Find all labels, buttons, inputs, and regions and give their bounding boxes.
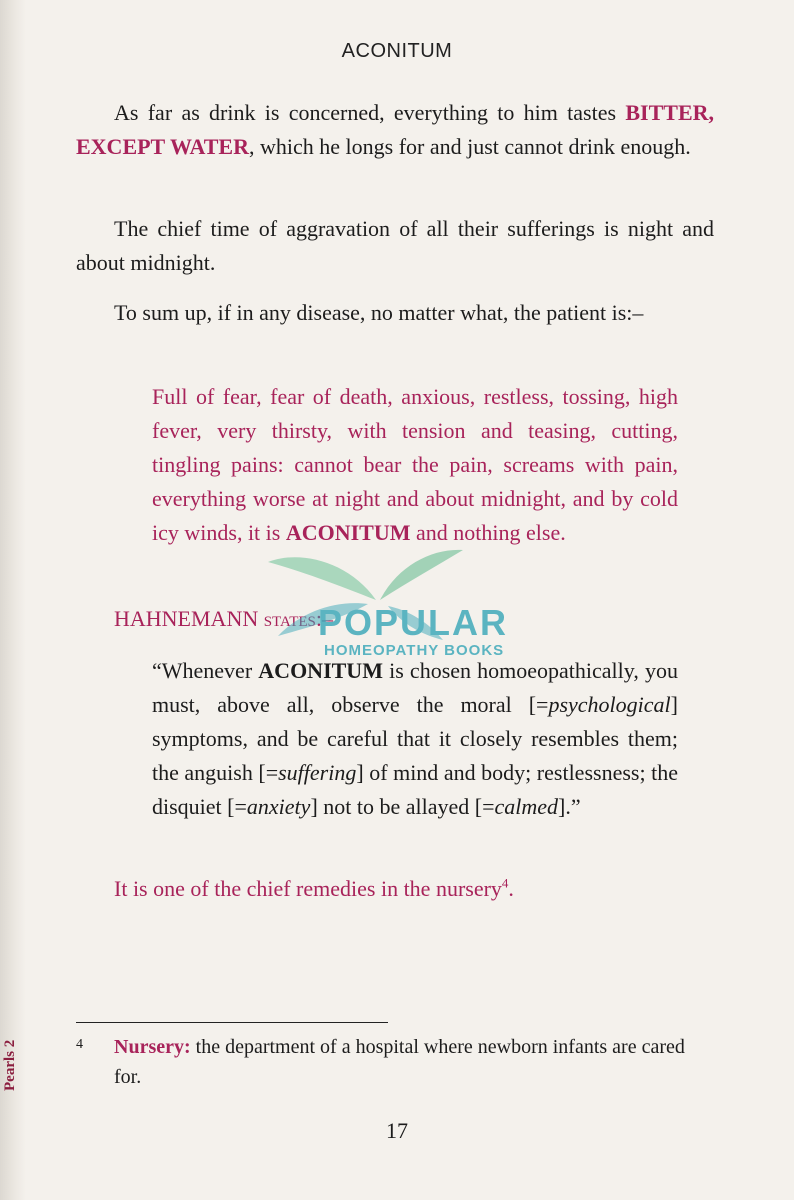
footnote-term: Nursery:: [114, 1036, 191, 1058]
page-number: 17: [386, 1118, 408, 1143]
quote-em-suffering: suffering: [278, 760, 357, 785]
quote-text-e: ].”: [558, 794, 581, 819]
watermark-title: POPULAR: [318, 602, 509, 643]
paragraph-aggravation: [76, 212, 714, 280]
quote-text-c: ] of mind and body; restlessness; the disquiet [=: [152, 760, 678, 819]
watermark-subtitle: HOMEOPATHY BOOKS: [324, 642, 505, 659]
footnote-divider: [76, 1022, 388, 1023]
page-edge: [0, 0, 26, 1200]
quote-em-psychological: psychological: [548, 692, 671, 717]
quote-text-d: ] not to be allayed [=: [310, 794, 495, 819]
quote-text-b: ] symptoms, and be careful that it closely resembles them; the anguish [=: [152, 692, 678, 785]
paragraph-drink: [76, 96, 714, 164]
hahnemann-quote: [152, 654, 678, 824]
symptoms-text: Full of fear, fear of death, anxious, restless, tossing, high fever, very thirsty, with tension and teasing, cutting, tingling pains: cannot bear the pain, screams with pain, everything worse at night and about midnight, and by cold icy winds, it is: [152, 384, 678, 545]
symptoms-text-end: and nothing else.: [416, 520, 566, 545]
running-header: ACONITUM: [341, 40, 453, 62]
quote-remedy-name: ACONITUM: [258, 658, 383, 683]
hahnemann-intro-text: HAHNEMANN states:–: [114, 606, 333, 631]
paragraph-drink-text-b: , which he longs for and just cannot drink enough.: [249, 134, 691, 159]
symptoms-remedy-name: ACONITUM: [285, 520, 411, 545]
quote-open: “Whenever: [152, 658, 253, 683]
quote-text-a: is chosen homoeopathically, you must, above all, observe the moral [=: [152, 658, 678, 717]
footnote-text: the department of a hospital where newborn infants are cared for.: [114, 1036, 685, 1088]
footnote-number: 4: [76, 1037, 83, 1052]
highlight-bitter-except-water: BITTER, EXCEPT WATER: [76, 100, 715, 159]
footnote-4: [76, 1032, 716, 1092]
symptoms-block: [152, 380, 678, 550]
paragraph-nursery-end: .: [508, 876, 514, 901]
paragraph-nursery: [114, 872, 714, 906]
paragraph-aggravation-text: The chief time of aggravation of all their sufferings is night and about midnight.: [76, 216, 714, 275]
paragraph-sum-up: [76, 296, 714, 330]
paragraph-nursery-text: It is one of the chief remedies in the nursery: [114, 876, 502, 901]
spine-label: Pearls 2: [2, 1039, 18, 1091]
paragraph-drink-text-a: As far as drink is concerned, everything to him tastes: [114, 100, 617, 125]
quote-em-anxiety: anxiety: [246, 794, 311, 819]
paragraph-sum-up-text: To sum up, if in any disease, no matter what, the patient is:–: [114, 300, 644, 325]
watermark-logo: [258, 540, 558, 670]
quote-em-calmed: calmed: [494, 794, 559, 819]
footnote-ref-4[interactable]: 4: [501, 875, 509, 891]
